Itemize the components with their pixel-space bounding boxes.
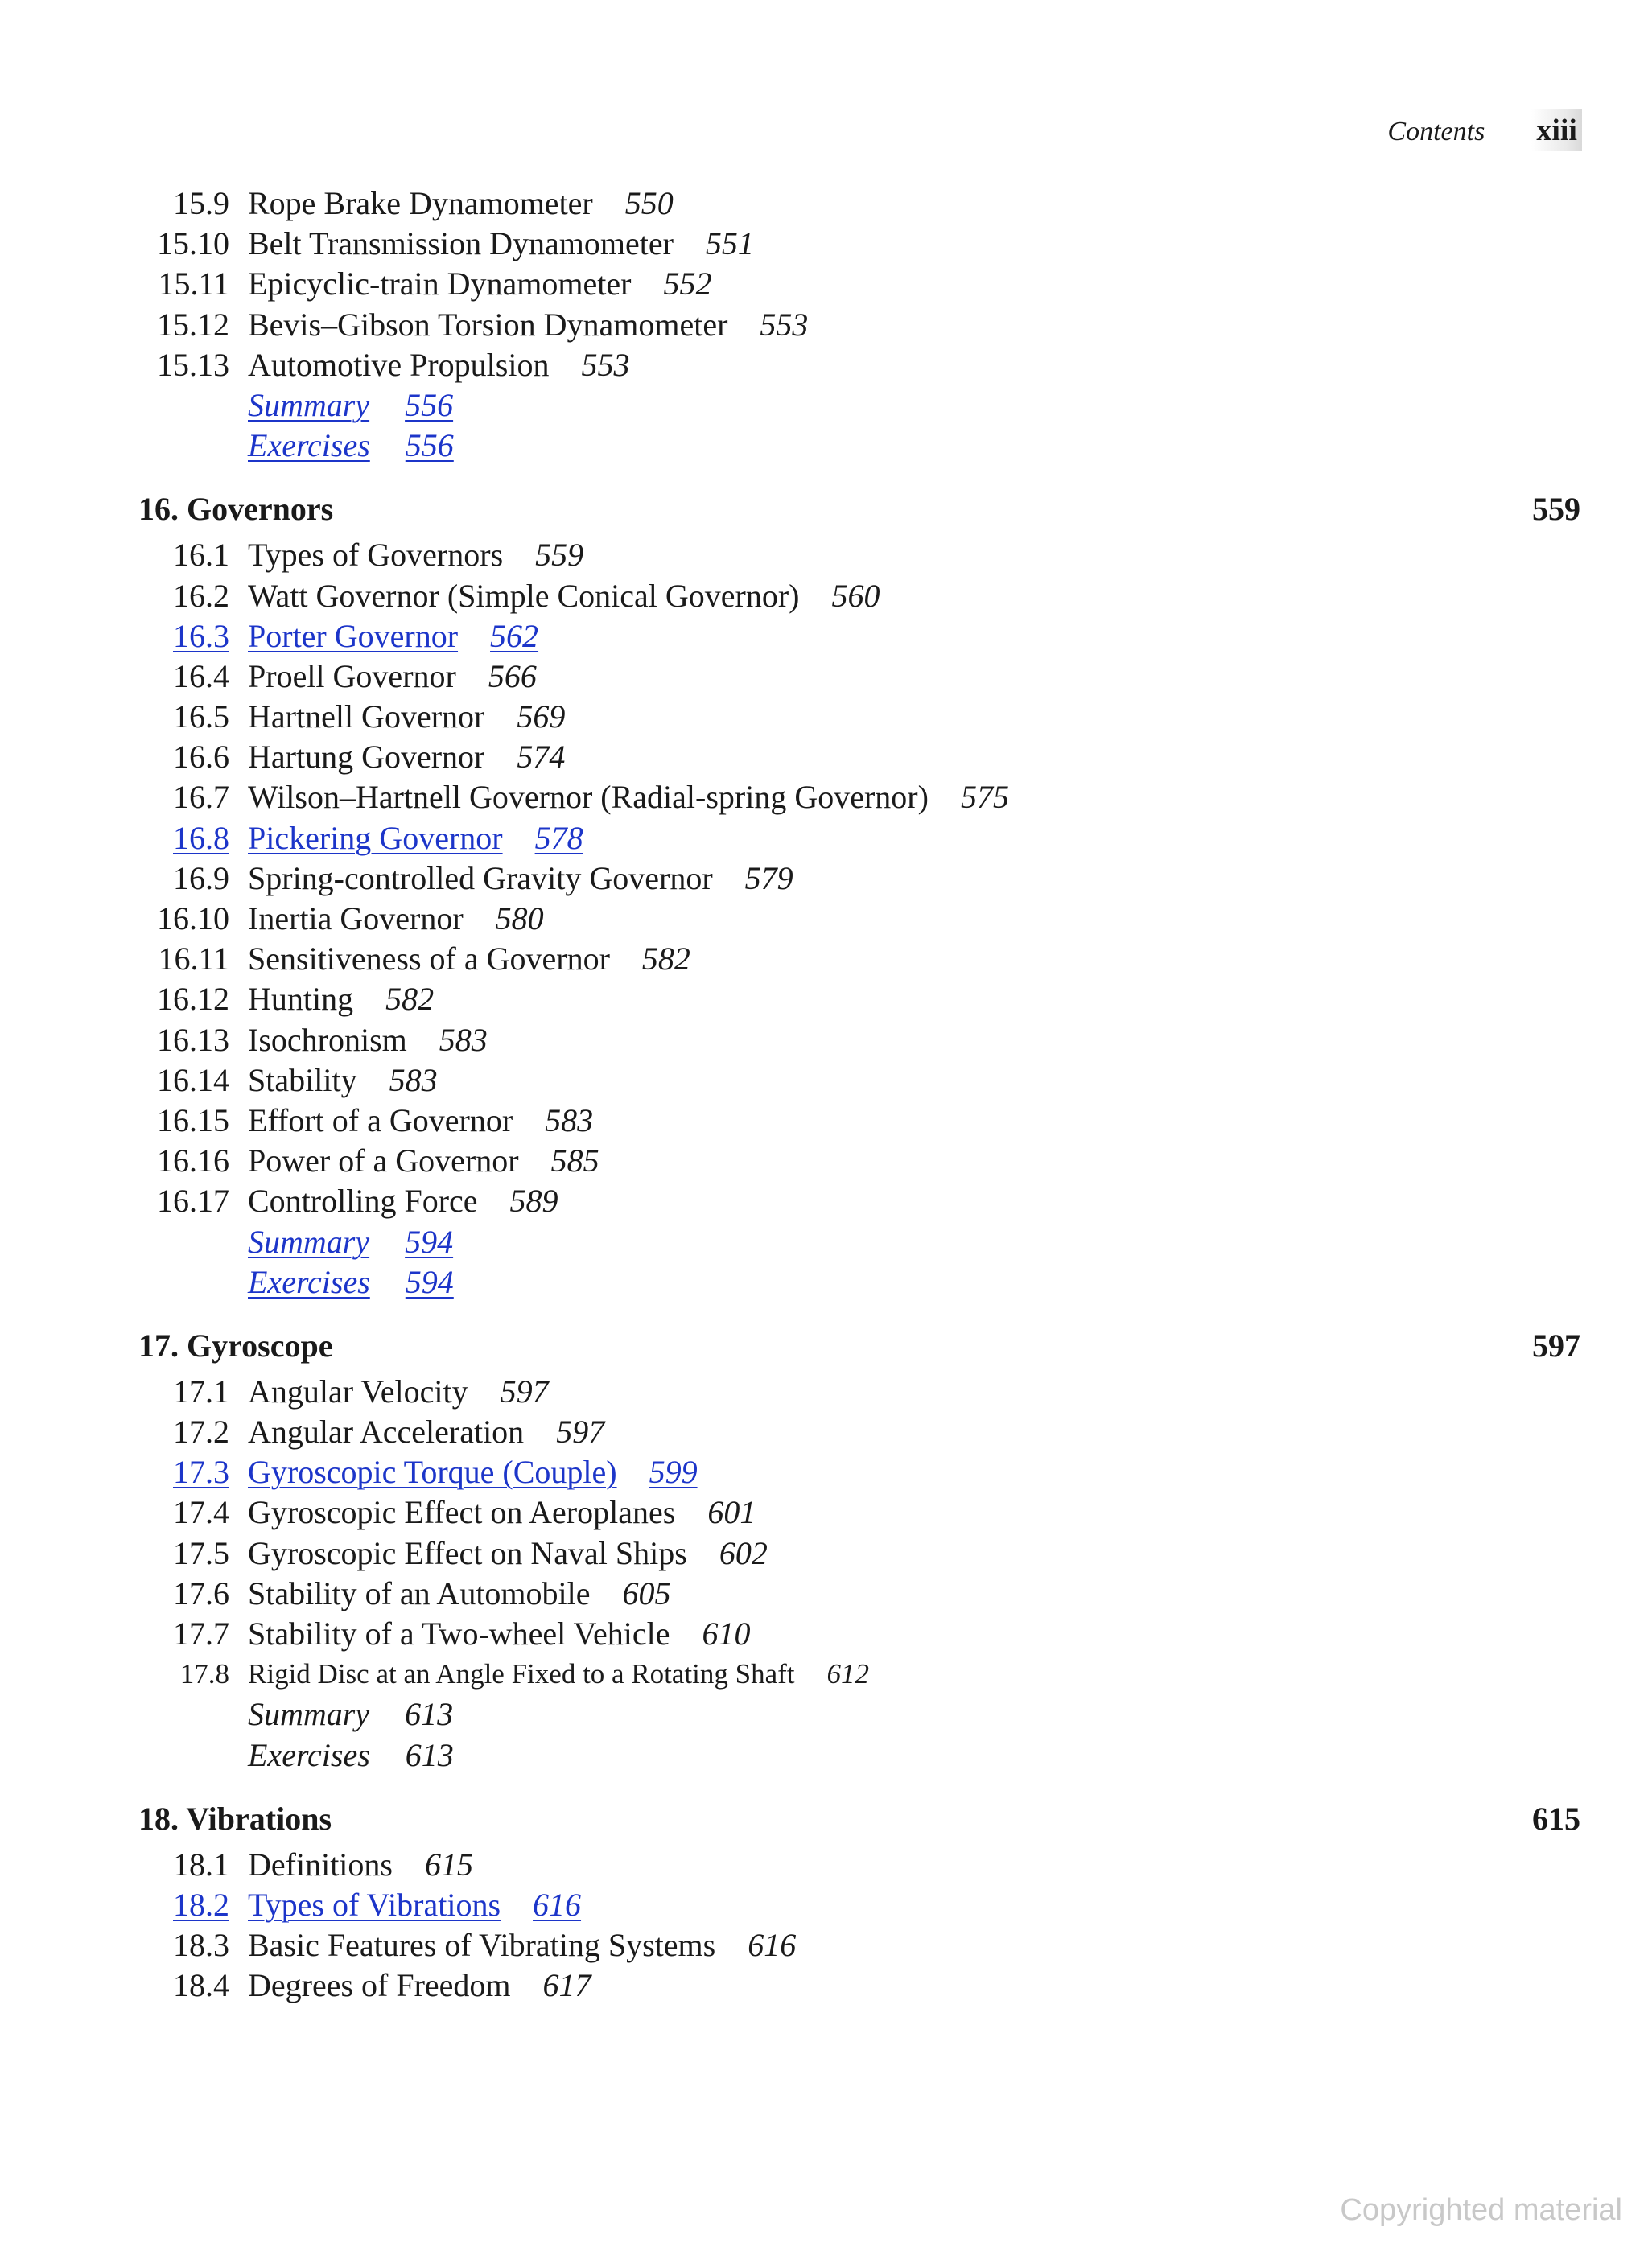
section-title-text: Angular Velocity [248, 1373, 468, 1410]
section-number: 15.12 [157, 306, 229, 343]
section-page-number: 556 [405, 386, 454, 423]
section-title-text: Effort of a Governor [248, 1101, 513, 1138]
toc-entry-link[interactable] [0, 1452, 1648, 1492]
section-number: 15.13 [157, 346, 229, 383]
section-page-number: 616 [748, 1927, 797, 1964]
running-head-page-number: xiii [1531, 109, 1582, 151]
section-page-number: 562 [490, 617, 539, 654]
section-page-number: 605 [622, 1574, 671, 1611]
section-page-number: 599 [649, 1454, 698, 1491]
section-title-text: Summary [248, 1223, 370, 1260]
section-title [248, 1965, 591, 2006]
section-title [248, 1262, 454, 1303]
section-page-number: 566 [488, 657, 537, 694]
toc-entry [0, 1020, 1648, 1060]
section-page-number: 594 [405, 1263, 454, 1300]
section-title [248, 1020, 488, 1060]
section-page-number: 582 [385, 981, 435, 1018]
section-title-text: Gyroscopic Torque (Couple) [248, 1454, 617, 1491]
section-title [248, 1060, 438, 1101]
section-number: 17.1 [173, 1373, 229, 1410]
toc-entry-link[interactable] [0, 616, 1648, 657]
section-number: 18.1 [173, 1846, 229, 1883]
section-title-text: Bevis–Gibson Torsion Dynamometer [248, 306, 728, 343]
section-title [248, 858, 793, 899]
section-title [248, 345, 629, 385]
section-title-text: Rope Brake Dynamometer [248, 185, 593, 221]
toc-entry [0, 939, 1648, 979]
toc-entry [0, 1060, 1648, 1101]
section-title [248, 1614, 751, 1654]
section-page-number: 616 [533, 1886, 582, 1923]
section-title-text: Angular Acceleration [248, 1414, 525, 1451]
section-number: 16.3 [173, 617, 229, 654]
section-page-number: 613 [405, 1736, 454, 1773]
section-page-number: 583 [389, 1061, 438, 1098]
section-number: 18.3 [173, 1927, 229, 1964]
section-list [0, 1372, 1648, 1776]
toc-entry [0, 1181, 1648, 1221]
section-title-text: Exercises [248, 427, 370, 464]
toc-entry [0, 1614, 1648, 1654]
toc-entry [0, 697, 1648, 737]
section-title-text: Basic Features of Vibrating Systems [248, 1927, 716, 1964]
section-number: 18.2 [173, 1886, 229, 1923]
section-title [248, 1141, 599, 1181]
section-title-text: Pickering Governor [248, 819, 503, 856]
toc-entry-link[interactable] [0, 1262, 1648, 1303]
section-page-number: 589 [509, 1183, 558, 1220]
toc-entry [0, 576, 1648, 616]
chapter-heading [0, 1322, 1648, 1370]
chapter-section [0, 485, 1648, 1303]
section-page-number: 550 [624, 185, 674, 221]
section-title-text: Controlling Force [248, 1183, 478, 1220]
section-title [248, 1181, 558, 1221]
section-page-number: 613 [405, 1696, 454, 1733]
toc-entry [0, 657, 1648, 697]
section-number: 17.8 [179, 1658, 229, 1690]
section-page-number: 556 [405, 427, 454, 464]
section-title-text: Isochronism [248, 1021, 407, 1058]
section-number: 16.5 [173, 698, 229, 735]
section-title-text: Sensitiveness of a Governor [248, 941, 610, 978]
section-page-number: 552 [663, 265, 712, 303]
section-list [0, 535, 1648, 1303]
section-title [248, 979, 434, 1019]
toc-entry [0, 1101, 1648, 1141]
section-number: 16.4 [173, 657, 229, 694]
section-number: 17.5 [173, 1534, 229, 1571]
toc-entry [0, 305, 1648, 345]
section-title [248, 535, 583, 575]
section-page-number: 578 [534, 819, 583, 856]
toc-entry [0, 264, 1648, 304]
section-title-text: Hunting [248, 981, 354, 1018]
section-number: 18.4 [173, 1967, 229, 2004]
toc-entry [0, 345, 1648, 385]
section-title-text: Watt Governor (Simple Conical Governor) [248, 577, 800, 614]
section-title-text: Power of a Governor [248, 1142, 519, 1179]
section-title-text: Spring-controlled Gravity Governor [248, 859, 713, 896]
chapter-title: 16. Governors [138, 491, 334, 528]
section-page-number: 617 [542, 1967, 591, 2004]
section-page-number: 580 [495, 900, 544, 936]
chapter-heading [0, 1795, 1648, 1843]
section-title [248, 1452, 698, 1492]
section-title-text: Inertia Governor [248, 900, 464, 936]
section-title [248, 1412, 604, 1452]
section-title-text: Stability of an Automobile [248, 1574, 591, 1611]
section-page-number: 569 [517, 698, 566, 735]
section-title [248, 183, 674, 224]
chapter-section [0, 1322, 1648, 1776]
toc-entry [0, 1574, 1648, 1614]
section-title [248, 1694, 453, 1735]
copyright-watermark: Copyrighted material [1340, 2193, 1622, 2227]
toc-entry [0, 535, 1648, 575]
section-page-number: 560 [831, 577, 880, 614]
running-head [1387, 109, 1582, 151]
section-number: 16.10 [157, 900, 229, 936]
toc-entry-link[interactable] [0, 1222, 1648, 1262]
section-number: 16.8 [173, 819, 229, 856]
toc-entry-link[interactable] [0, 1885, 1648, 1925]
section-list [0, 1845, 1648, 2007]
section-title [248, 224, 754, 264]
section-number: 16.11 [158, 941, 229, 978]
toc-entry [0, 183, 1648, 224]
chapter-title: 18. Vibrations [138, 1800, 332, 1837]
section-title [248, 899, 544, 939]
chapter-page-number: 559 [1532, 491, 1580, 528]
section-page-number: 597 [500, 1373, 549, 1410]
section-page-number: 574 [517, 739, 566, 776]
section-number: 15.11 [158, 265, 229, 303]
section-number: 16.6 [173, 739, 229, 776]
section-number: 16.14 [157, 1061, 229, 1098]
toc-entry [0, 899, 1648, 939]
toc-entry [0, 224, 1648, 264]
section-number: 16.13 [157, 1021, 229, 1058]
section-title [248, 1885, 581, 1925]
section-title-text: Summary [248, 1696, 370, 1733]
section-title [248, 777, 1009, 817]
section-page-number: 597 [556, 1414, 605, 1451]
toc-entry [0, 1492, 1648, 1533]
section-title [248, 1492, 756, 1533]
section-title-text: Rigid Disc at an Angle Fixed to a Rotating Shaft [248, 1658, 795, 1690]
section-title [248, 264, 711, 304]
section-title-text: Gyroscopic Effect on Aeroplanes [248, 1494, 676, 1531]
toc-entry [0, 1141, 1648, 1181]
section-page-number: 585 [550, 1142, 599, 1179]
section-page-number: 615 [424, 1846, 473, 1883]
section-title [248, 1533, 768, 1574]
toc-entry-link[interactable] [0, 426, 1648, 466]
toc-entry [0, 1735, 1648, 1776]
section-title-text: Exercises [248, 1263, 370, 1300]
section-page-number: 553 [581, 346, 630, 383]
section-title [248, 1735, 454, 1776]
section-page-number: 594 [405, 1223, 454, 1260]
toc-entry [0, 858, 1648, 899]
section-title-text: Summary [248, 386, 370, 423]
section-title-text: Epicyclic-train Dynamometer [248, 265, 632, 303]
toc-entry [0, 737, 1648, 777]
section-title-text: Wilson–Hartnell Governor (Radial-spring Governor) [248, 779, 929, 816]
section-title [248, 657, 537, 697]
toc-entry [0, 1533, 1648, 1574]
chapter-heading [0, 485, 1648, 533]
toc-entry [0, 1925, 1648, 1965]
section-number: 17.3 [173, 1454, 229, 1491]
section-number: 17.4 [173, 1494, 229, 1531]
section-title-text: Hartung Governor [248, 739, 485, 776]
section-number: 17.2 [173, 1414, 229, 1451]
section-title-text: Belt Transmission Dynamometer [248, 225, 674, 262]
section-title [248, 697, 565, 737]
section-page-number: 601 [707, 1494, 756, 1531]
toc-entry [0, 1372, 1648, 1412]
toc-entry [0, 1965, 1648, 2006]
table-of-contents [0, 183, 1648, 2007]
section-title [248, 818, 583, 858]
section-title-text: Porter Governor [248, 617, 459, 654]
section-number: 15.10 [157, 225, 229, 262]
toc-entry [0, 1654, 1648, 1694]
section-page-number: 579 [744, 859, 793, 896]
section-title-text: Hartnell Governor [248, 698, 485, 735]
section-number: 17.6 [173, 1574, 229, 1611]
section-title [248, 426, 454, 466]
section-number: 16.17 [157, 1183, 229, 1220]
chapter-page-number: 597 [1532, 1327, 1580, 1364]
section-number: 15.9 [173, 185, 229, 221]
section-number: 16.7 [173, 779, 229, 816]
section-page-number: 583 [545, 1101, 594, 1138]
section-number: 16.15 [157, 1101, 229, 1138]
section-number: 16.9 [173, 859, 229, 896]
section-page-number: 551 [705, 225, 754, 262]
section-number: 16.2 [173, 577, 229, 614]
section-title-text: Gyroscopic Effect on Naval Ships [248, 1534, 687, 1571]
section-title-text: Automotive Propulsion [248, 346, 550, 383]
toc-entry-link[interactable] [0, 818, 1648, 858]
section-title-text: Proell Governor [248, 657, 456, 694]
section-title [248, 1845, 473, 1885]
toc-entry [0, 1845, 1648, 1885]
section-page-number: 582 [641, 941, 690, 978]
section-title-text: Stability of a Two-wheel Vehicle [248, 1616, 670, 1652]
section-title [248, 1925, 796, 1965]
section-page-number: 559 [535, 537, 584, 574]
toc-entry [0, 979, 1648, 1019]
section-title [248, 1101, 593, 1141]
chapter-section [0, 1795, 1648, 2007]
section-title-text: Degrees of Freedom [248, 1967, 511, 2004]
section-title [248, 1372, 549, 1412]
section-title-text: Exercises [248, 1736, 370, 1773]
section-page-number: 610 [702, 1616, 751, 1652]
section-title [248, 385, 453, 426]
toc-entry [0, 777, 1648, 817]
chapter-title: 17. Gyroscope [138, 1327, 333, 1364]
section-title [248, 1222, 453, 1262]
section-number: 17.7 [173, 1616, 229, 1652]
section-title [248, 305, 808, 345]
toc-entry [0, 1694, 1648, 1735]
toc-entry-link[interactable] [0, 385, 1648, 426]
section-title-text: Types of Vibrations [248, 1886, 501, 1923]
section-title-text: Stability [248, 1061, 357, 1098]
section-page-number: 602 [719, 1534, 768, 1571]
section-page-number: 583 [439, 1021, 488, 1058]
section-list [0, 183, 1648, 466]
section-title-text: Types of Governors [248, 537, 504, 574]
section-number: 16.12 [157, 981, 229, 1018]
section-page-number: 612 [826, 1658, 870, 1690]
section-title-text: Definitions [248, 1846, 393, 1883]
section-title [248, 1574, 671, 1614]
chapter-section [0, 183, 1648, 466]
section-title [248, 1654, 869, 1694]
section-title [248, 737, 565, 777]
chapter-page-number: 615 [1532, 1800, 1580, 1837]
running-head-title: Contents [1387, 117, 1485, 146]
section-title [248, 616, 538, 657]
section-number: 16.1 [173, 537, 229, 574]
section-title [248, 576, 880, 616]
section-page-number: 575 [960, 779, 1009, 816]
section-title [248, 939, 690, 979]
section-number: 16.16 [157, 1142, 229, 1179]
toc-entry [0, 1412, 1648, 1452]
section-page-number: 553 [760, 306, 809, 343]
